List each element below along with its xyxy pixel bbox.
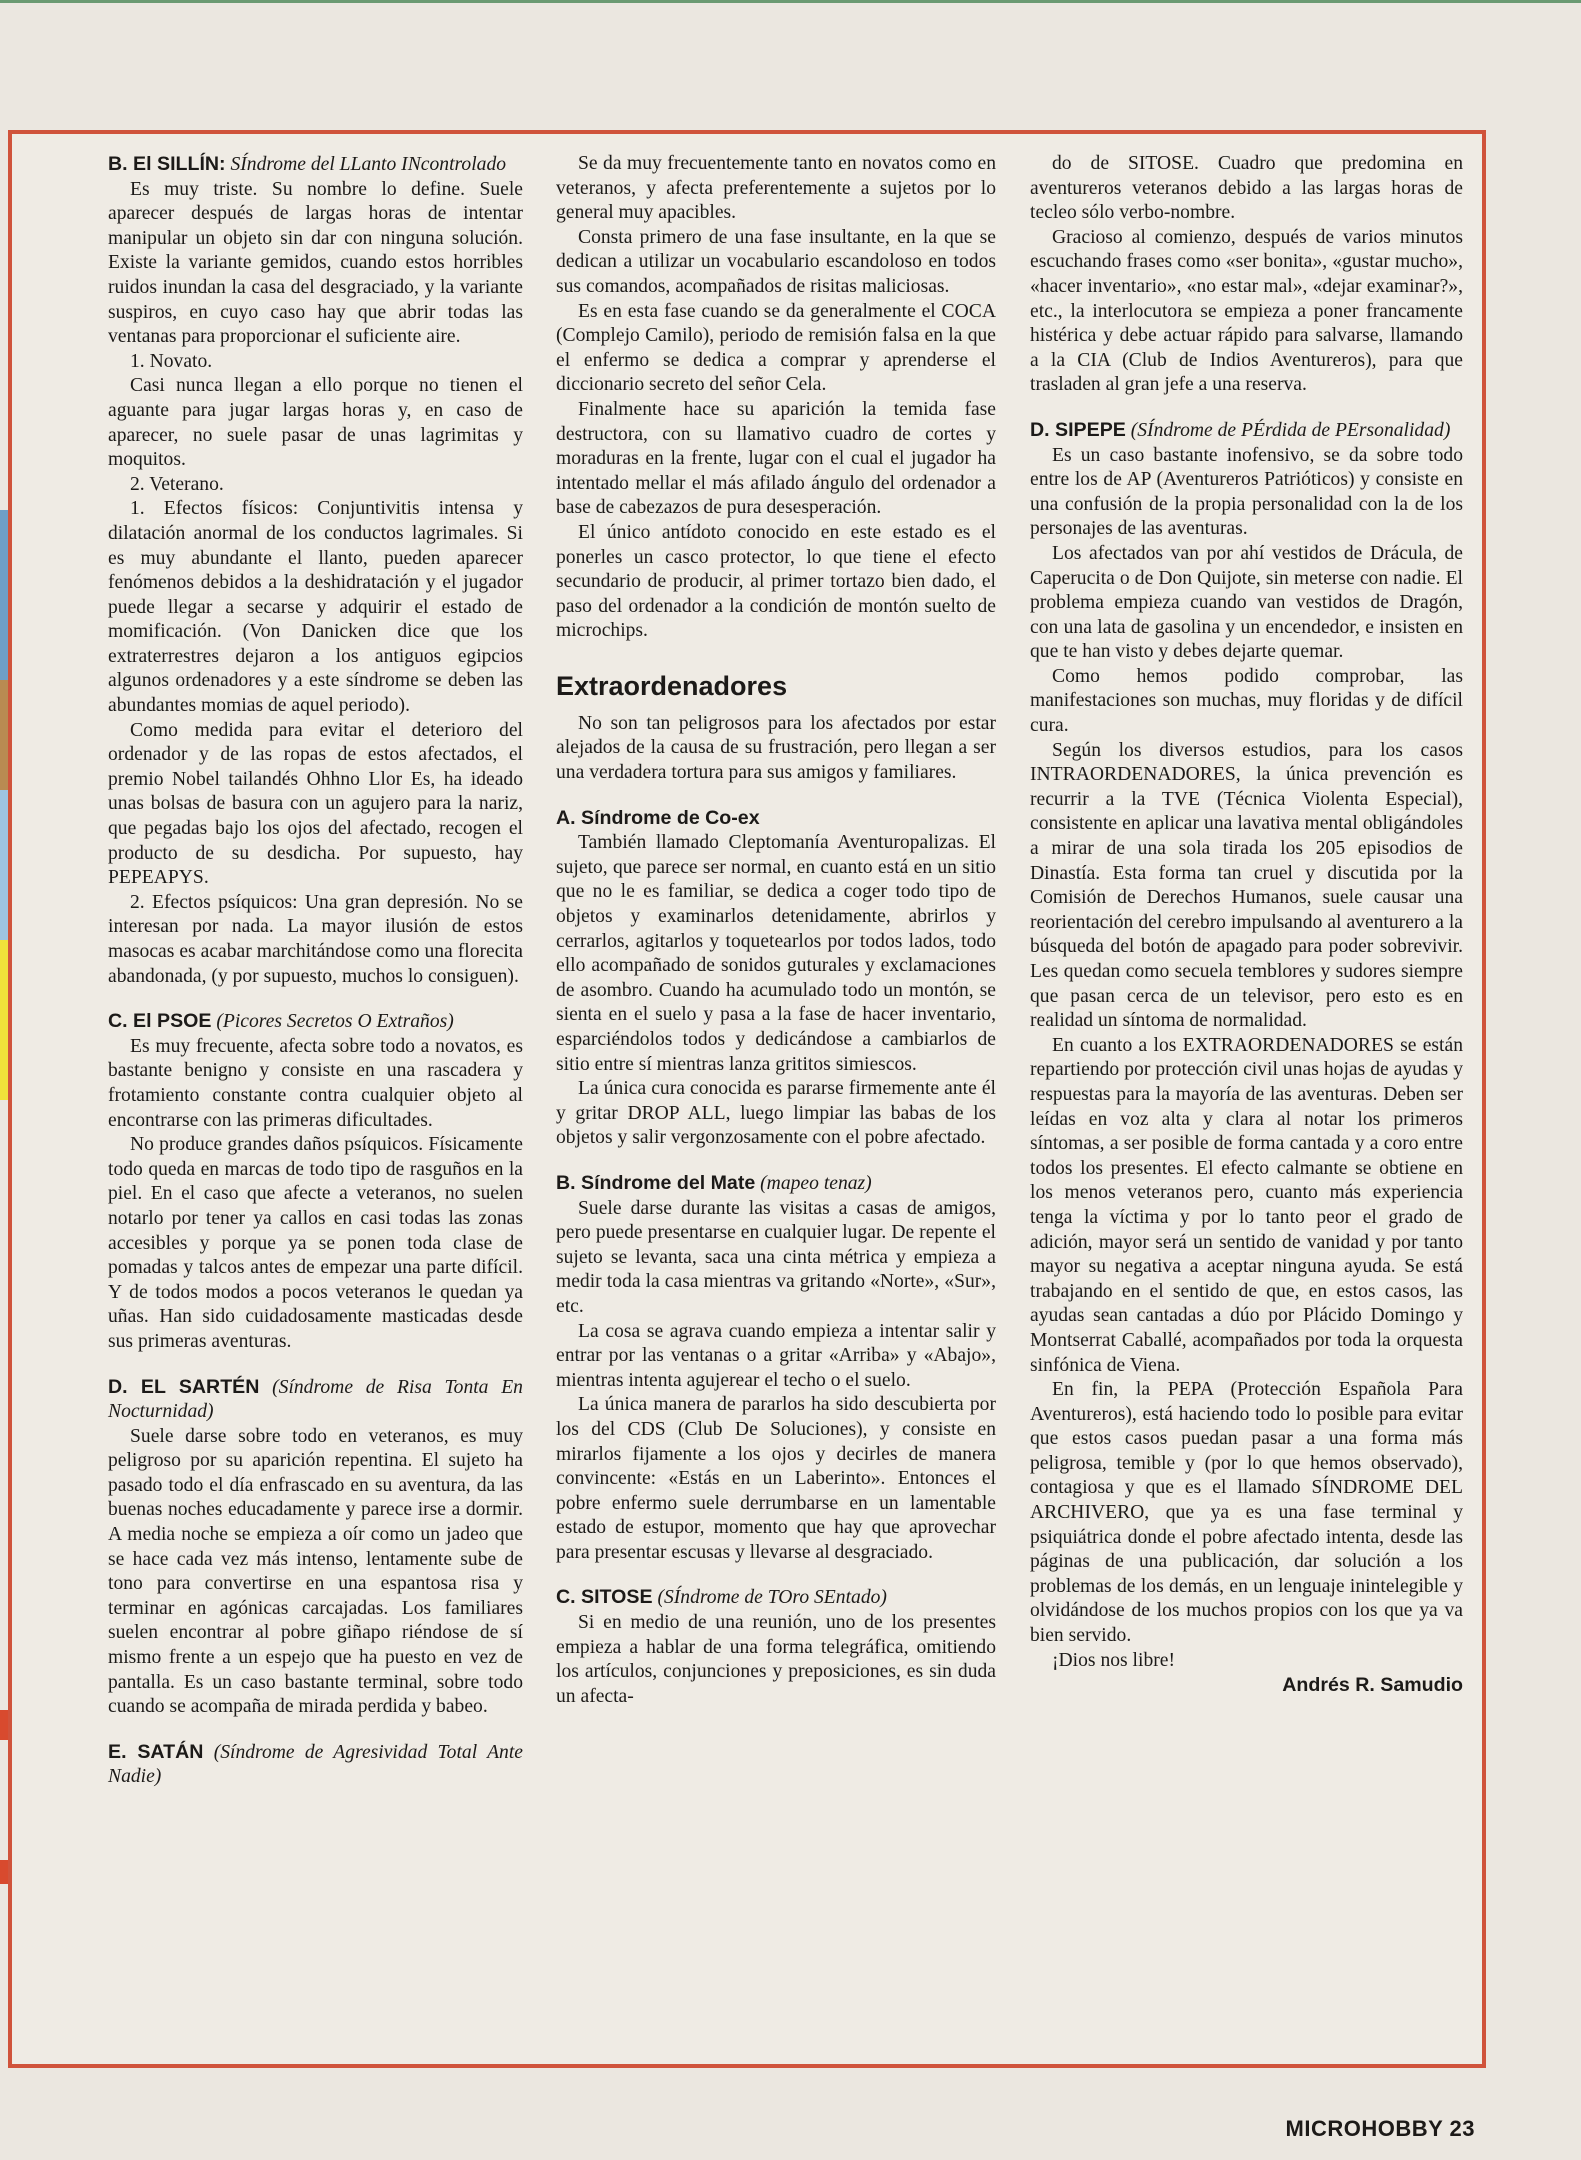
sillin-p5: 2. Efectos psíquicos: Una gran depresión. No se interesan por nada. La mayor ilusión de estos masocas es acabar marchitándose como una florecita abandonada, (y por supuesto, muchos lo consiguen).: [108, 891, 523, 987]
psoe-head: [108, 1009, 523, 1035]
satan-p4: Finalmente hace su aparición la temida fase destructora, con su llamativo cuadro de cortes y moraduras en la frente, lugar con el cual el jugador ha intentado mellar el más afilado ángulo del ordenador a base de cabezazos de pura desesperación.: [556, 398, 996, 519]
sillin-head-title: B. El SILLÍN:: [108, 153, 226, 175]
sillin-novato: 1. Novato.: [130, 350, 213, 372]
psoe-head-subtitle: (Picores Secretos O Extraños): [216, 1011, 454, 1033]
top-rule: [0, 0, 1581, 3]
mate-p2: La cosa se agrava cuando empieza a intentar salir y entrar por las ventanas o a gritar «Arriba» y «Abajo», mientras intenta agujerear el techo o el suelo.: [556, 1320, 996, 1391]
psoe-p1: Es muy frecuente, afecta sobre todo a novatos, es bastante benigno y consiste en una rascadera y frotamiento constante contra cualquier objeto al encontrarse con las primeras dificultades.: [108, 1035, 523, 1131]
sipepe-p3: Como hemos podido comprobar, las manifestaciones son muchas, muy floridas y de difícil cura.: [1030, 665, 1463, 737]
final-p2: En cuanto a los EXTRAORDENADORES se están repartiendo por protección civil unas hojas de ayudas y respuestas para la mayoría de las aventuras. Deben ser leídas en voz alta y clara al notar los primeros síntomas, a ser posible de forma cantada y a coro entre todos los presentes. El efecto calmante se obtiene en los menos veteranos pero, cuanto más experiencia tenga la víctima y por lo tanto peor el grado de adición, mayor será un sentido de vanidad y por tanto mayor su negativa a aceptar ninguna ayuda. Se está trabajando en el sentido de que, en estos casos, las ayudas sean cantadas a dúo por Plácido Domingo y Montserrat Caballé, acompañados por toda la orquesta sinfónica de Viena.: [1030, 1034, 1463, 1376]
final-p1: Según los diversos estudios, para los casos INTRAORDENADORES, la única prevención es recurrir a la TVE (Técnica Violenta Especial), consistente en aplicar una lavativa mental obligándoles a mirar de una sola tirada los 205 episodios de Dinastía. Esta forma tan cruel y discutida por la Comisión de Derechos Humanos, suele causar una reorientación del cerebro impulsando al aventurero a la búsqueda del botón de apagado para poder sobrevivir. Les quedan como secuela temblores y sudores siempre que pasan cerca de un televisor, pero esto es en realidad un síntoma de normalidad.: [1030, 739, 1463, 1032]
mate-head-title: B. Síndrome del Mate: [556, 1171, 756, 1194]
sarten-head-subtitle: (Síndrome de Risa Tonta En Nocturnidad): [108, 1376, 523, 1423]
sipepe-p2: Los afectados van por ahí vestidos de Drácula, de Caperucita o de Don Quijote, sin meterse con nadie. El problema empieza cuando van vestidos de Dragón, con una lata de gasolina y un encendedor, e insisten en que te han visto y debes dejarte quemar.: [1030, 542, 1463, 663]
sarten-head-title: D. EL SARTÉN: [108, 1375, 260, 1398]
satan-head-subtitle: (Síndrome de Agresividad Total Ante Nadie): [108, 1741, 523, 1788]
sitose-p3: Gracioso al comienzo, después de varios minutos escuchando frases como «ser bonita», «gustar mucho», «hacer inventario», «no estar mal», «dejar examinar?», etc., la interlocutora se empieza a poner francamente histérica y debe actuar rápido para salvarse, llamando a la CIA (Club de Indios Aventureros), para que trasladen al gran jefe a una reserva.: [1030, 226, 1463, 396]
page-number: 23: [1449, 2116, 1475, 2141]
sillin-p4: Como medida para evitar el deterioro del ordenador y de las ropas de estos afectados, el premio Nobel tailandés Ohhno Llor Es, ha ideado unas bolsas de basura con un agujero para la nariz, que pegadas bajo los ojos del afectado, recogen el producto de su desdicha. Por supuesto, hay PEPEAPYS.: [108, 719, 523, 889]
sitose-head-title: C. SITOSE: [556, 1586, 653, 1609]
sillin-veterano: 2. Veterano.: [130, 473, 224, 495]
sitose-p2: do de SITOSE. Cuadro que predomina en aventureros veteranos debido a las largas horas de tecleo sólo verbo-nombre.: [1030, 153, 1463, 224]
column-1: [108, 152, 523, 1790]
coex-p1: También llamado Cleptomanía Aventuropalizas. El sujeto, que parece ser normal, en cuanto está en un sitio que no le es familiar, se dedica a coger todo tipo de objetos y examinarlos detenidamente, abrirlos y cerrarlos, agitarlos y toquetearlos por todos lados, todo ello acompañado de sonidos guturales y exclamaciones de asombro. Cuando ha acumulado todo un montón, se sienta en el suelo y pasa a la fase de hacer inventario, esparciéndolos todos y dedicándose a cambiarlos de sitio entre sí mientras lanza grititos simiescos.: [556, 832, 996, 1075]
satan-p3: Es en esta fase cuando se da generalmente el COCA (Complejo Camilo), periodo de remisión falsa en la que el enfermo se dedica a comprar y aprenderse el diccionario secreto del señor Cela.: [556, 300, 996, 396]
sillin-p2: Casi nunca llegan a ello porque no tienen el aguante para jugar largas horas y, en caso de aparecer, no suele pasar de unas lagrimitas y moquitos.: [108, 375, 523, 471]
final-p3: En fin, la PEPA (Protección Española Para Aventureros), está haciendo todo lo posible para evitar que estos casos puedan pasar a una forma más peligrosa, temible y (por lo que hemos observado), contagiosa y que es el llamado SÍNDROME DEL ARCHIVERO, que ya es una fase terminal y psiquiátrica donde el pobre afectado intenta, desde las páginas de una publicación, dar solución a los problemas de los demás, en un lenguaje inintelegible y olvidándose de los muchos propios con los que ya va bien servido.: [1030, 1379, 1463, 1647]
column-2: [556, 152, 996, 1709]
sipepe-head: [1030, 418, 1463, 444]
sitose-head: [556, 1585, 996, 1611]
sillin-p3: 1. Efectos físicos: Conjuntivitis intensa y dilatación anormal de los conductos lagrimales. Si es muy abundante el llanto, pueden aparecer fenómenos debidos a la deshidratación y el jugador puede llegar a secarse y adquirir el estado de momificación. (Von Danicken dice que los extraterrestres dejaron a los antiguos egipcios algunos ordenadores y a este síndrome se deben las abundantes momias de aquel periodo).: [108, 498, 523, 717]
satan-head-title: E. SATÁN: [108, 1740, 204, 1763]
magazine-name: MICROHOBBY: [1285, 2116, 1443, 2141]
sipepe-p1: Es un caso bastante inofensivo, se da sobre todo entre los de AP (Aventureros Patrióticos) y consiste en una confusión de la propia personalidad con la de los personajes de las aventuras.: [1030, 444, 1463, 540]
mate-head-subtitle: (mapeo tenaz): [760, 1172, 872, 1194]
psoe-head-title: C. El PSOE: [108, 1010, 212, 1033]
extra-p1: No son tan peligrosos para los afectados por estar alejados de la causa de su frustración, pero llegan a ser una verdadera tortura para sus amigos y familiares.: [556, 712, 996, 784]
sipepe-head-title: D. SIPEPE: [1030, 418, 1126, 441]
coex-head: [556, 806, 996, 832]
satan-p2: Consta primero de una fase insultante, en la que se dedican a utilizar un vocabulario escandoloso en todos sus comandos, acompañados de risitas maliciosas.: [556, 226, 996, 297]
sitose-head-subtitle: (SÍndrome de TOro SEntado): [657, 1587, 887, 1609]
column-3: [1030, 152, 1463, 1698]
sarten-head: [108, 1375, 523, 1425]
sipepe-head-subtitle: (SÍndrome de PÉrdida de PErsonalidad): [1130, 419, 1451, 441]
final-p4: ¡Dios nos libre!: [1052, 1649, 1175, 1671]
satan-p1: Se da muy frecuentemente tanto en novatos como en veteranos, y afecta preferentemente a sujetos por lo general muy apacibles.: [556, 153, 996, 224]
mate-p1: Suele darse durante las visitas a casas de amigos, pero puede presentarse en cualquier lugar. De repente el sujeto se levanta, saca una cinta métrica y empieza a medir toda la casa mientras va gritando «Norte», «Sur», etc.: [556, 1197, 996, 1317]
extra-title: Extraordenadores: [556, 670, 788, 701]
mate-head: [556, 1171, 996, 1197]
coex-p2: La única cura conocida es pararse firmemente ante él y gritar DROP ALL, luego limpiar las babas de los objetos y salir vergonzosamente con el pobre afectado.: [556, 1078, 996, 1149]
sillin-p1: Es muy triste. Su nombre lo define. Suele aparecer después de largas horas de intentar manipular un objeto sin dar con ninguna solución. Existe la variante gemidos, cuando estos horribles ruidos inundan la casa del desgraciado, y la variante suspiros, en cuyo caso hay que abrir todas las ventanas para proporcionar el suficiente aire.: [108, 178, 523, 348]
sillin-head-subtitle: SÍndrome del LLanto INcontrolado: [230, 154, 507, 175]
sitose-p1: Si en medio de una reunión, uno de los presentes empieza a hablar de una forma telegráfica, omitiendo los artículos, conjunciones y preposiciones, es sin duda un afecta-: [556, 1612, 996, 1707]
satan-head: [108, 1740, 523, 1790]
page-footer: [1255, 2116, 1475, 2142]
coex-head-title: A. Síndrome de Co-ex: [556, 806, 760, 829]
signature: Andrés R. Samudio: [1282, 1674, 1463, 1697]
sarten-p1: Suele darse sobre todo en veteranos, es muy peligroso por su aparición repentina. El sujeto ha pasado todo el día enfrascado en su aventura, da las buenas noches educadamente y parece irse a dormir. A media noche se empieza a oír como un jadeo que se hace cada vez más intenso, lentamente sube de tono para convertirse en una espantosa risa y terminar en agónicas carcajadas. Los familiares suelen encontrar al pobre giñapo riéndose de sí mismo frente a un espejo que ha puesto en vez de pantalla. Es un caso bastante terminal, sobre todo cuando se acompaña de mirada perdida y babeo.: [108, 1425, 523, 1718]
psoe-p2: No produce grandes daños psíquicos. Físicamente todo queda en marcas de todo tipo de rasguños en la piel. En el caso que afecte a veteranos, no suelen notarlo por tener ya callos en casi todas las zonas accesibles y porque ya se ponen toda clase de pomadas y talcos antes de empezar una parte difícil. Y de todos modos a pocos veteranos le quedan ya uñas. Han sido cuidadosamente masticadas desde sus primeras aventuras.: [108, 1134, 523, 1352]
satan-p5: El único antídoto conocido en este estado es el ponerles un casco protector, lo que tiene el efecto secundario de producir, al primer tortazo bien dado, el paso del ordenador a la condición de montón suelto de microchips.: [556, 521, 996, 642]
mate-p3: La única manera de pararlos ha sido descubierta por los del CDS (Club De Soluciones), y consiste en mirarlos fijamente a los ojos y decirles de manera convincente: «Estás en un Laberinto». Entonces el pobre enfermo suele derrumbarse en un lamentable estado de estupor, momento que hay que aprovechar para presentar escusas y llevarse al desgraciado.: [556, 1394, 996, 1563]
sillin-head: [108, 152, 523, 178]
